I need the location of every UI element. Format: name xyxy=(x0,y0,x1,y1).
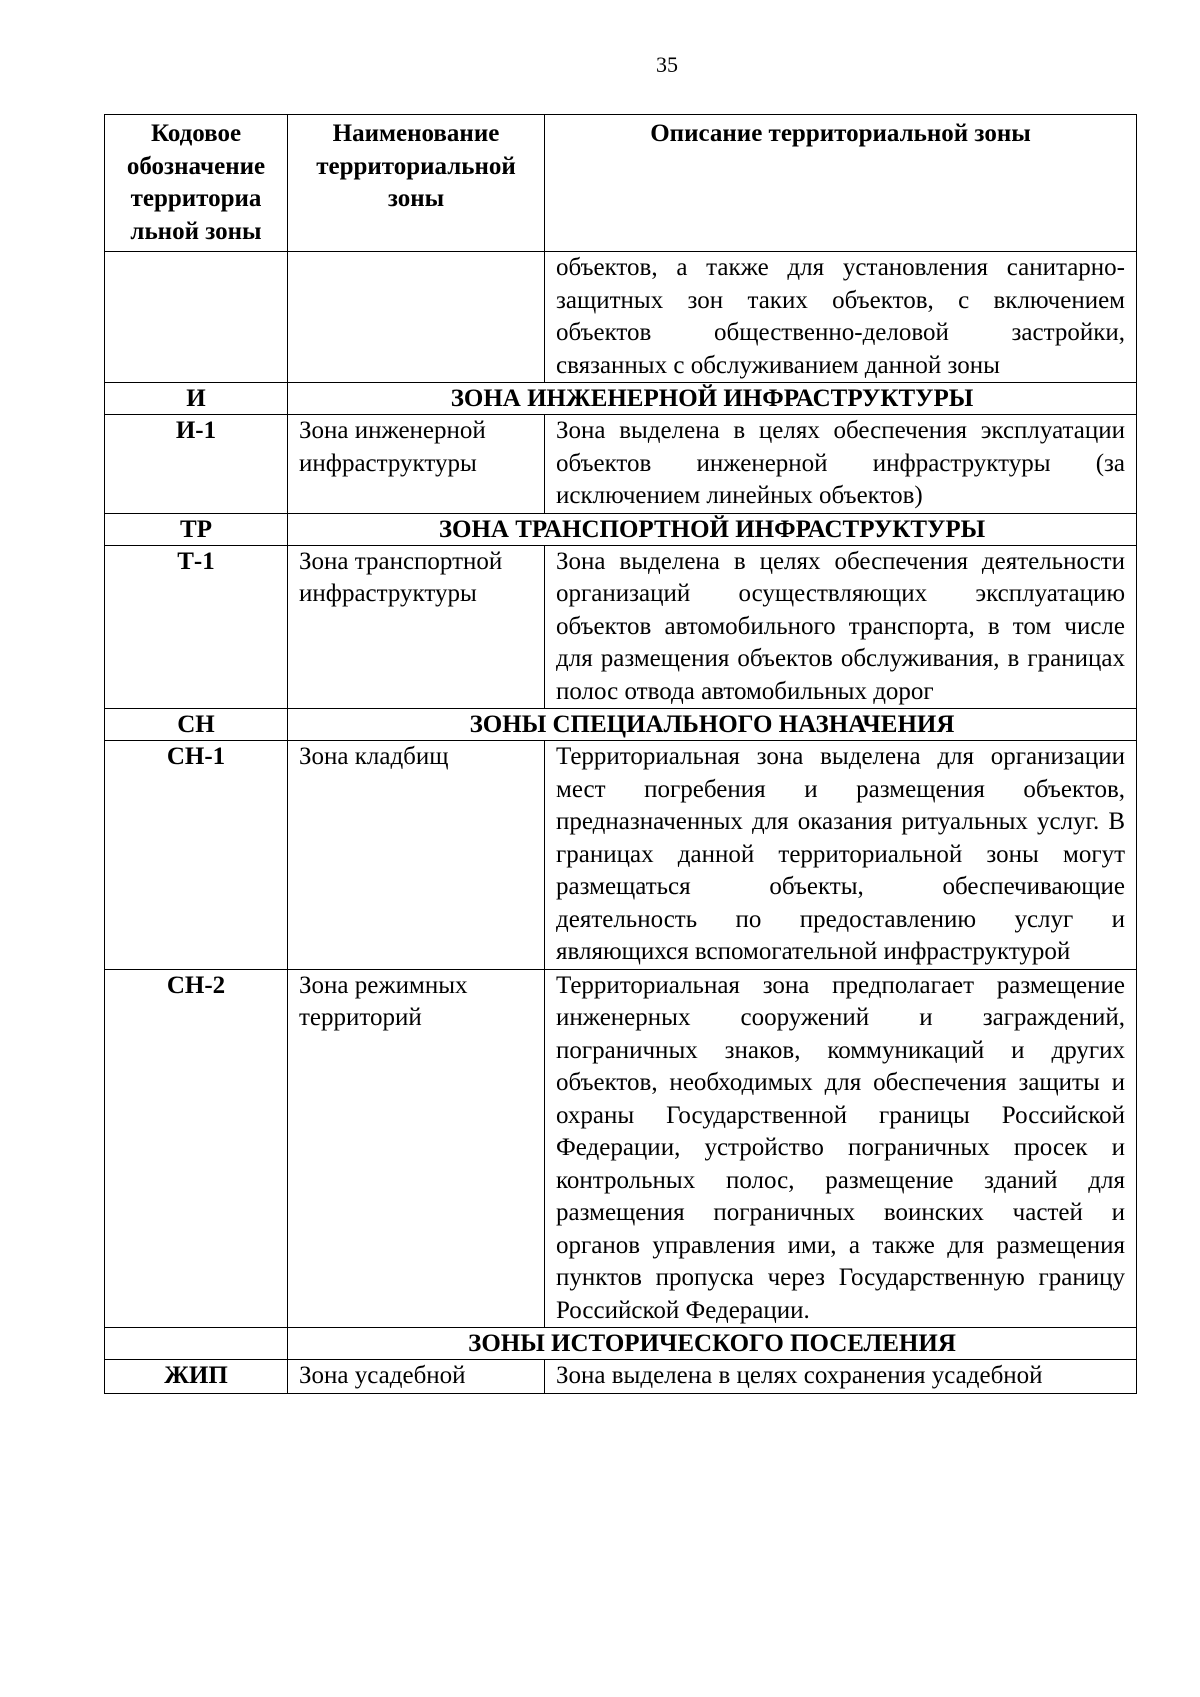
row-name xyxy=(288,252,545,383)
table-row xyxy=(105,969,1137,1328)
table-header-row xyxy=(105,115,1137,252)
table-row xyxy=(105,252,1137,383)
row-name: Зона усадебной xyxy=(288,1360,545,1394)
zones-table xyxy=(104,114,1137,1394)
row-name: Зона режимных территорий xyxy=(288,969,545,1328)
row-code xyxy=(105,252,288,383)
section-row xyxy=(105,709,1137,741)
header-description: Описание территориальной зоны xyxy=(545,115,1137,252)
row-code: И-1 xyxy=(105,415,288,514)
section-row xyxy=(105,1328,1137,1360)
section-row xyxy=(105,513,1137,545)
row-code: ЖИП xyxy=(105,1360,288,1394)
section-title: ЗОНЫ ИСТОРИЧЕСКОГО ПОСЕЛЕНИЯ xyxy=(288,1328,1137,1360)
header-code: Кодовое обозначение территориа льной зоны xyxy=(105,115,288,252)
section-row xyxy=(105,383,1137,415)
row-name: Зона транспортной инфраструктуры xyxy=(288,545,545,709)
row-name: Зона инженерной инфраструктуры xyxy=(288,415,545,514)
page-number: 35 xyxy=(656,52,678,77)
row-description: Зона выделена в целях обеспечения эксплуатации объектов инженерной инфраструктуры (за исключением линейных объектов) xyxy=(545,415,1137,514)
row-code: Т-1 xyxy=(105,545,288,709)
table-row xyxy=(105,415,1137,514)
row-name: Зона кладбищ xyxy=(288,741,545,970)
row-description: Территориальная зона предполагает размещение инженерных сооружений и заграждений, пограничных знаков, коммуникаций и других объектов, необходимых для обеспечения защиты и охраны Государственной границы Российской Федерации, устройство пограничных просек и контрольных полос, размещение зданий для размещения пограничных воинских частей и органов управления ими, а также для размещения пунктов пропуска через Государственную границу Российской Федерации. xyxy=(545,969,1137,1328)
row-description: объектов, а также для установления санитарно-защитных зон таких объектов, с включением объектов общественно-деловой застройки, связанных с обслуживанием данной зоны xyxy=(545,252,1137,383)
row-description: Зона выделена в целях сохранения усадебной xyxy=(545,1360,1137,1394)
row-description: Зона выделена в целях обеспечения деятельности организаций осуществляющих эксплуатацию объектов автомобильного транспорта, в том числе для размещения объектов обслуживания, в границах полос отвода автомобильных дорог xyxy=(545,545,1137,709)
section-code: СН xyxy=(105,709,288,741)
section-code: ТР xyxy=(105,513,288,545)
header-name: Наименование территориальной зоны xyxy=(288,115,545,252)
section-code: И xyxy=(105,383,288,415)
row-code: СН-2 xyxy=(105,969,288,1328)
section-code xyxy=(105,1328,288,1360)
table-row xyxy=(105,741,1137,970)
section-title: ЗОНА ИНЖЕНЕРНОЙ ИНФРАСТРУКТУРЫ xyxy=(288,383,1137,415)
row-description: Территориальная зона выделена для организации мест погребения и размещения объектов, предназначенных для оказания ритуальных услуг. В границах данной территориальной зоны могут размещаться объекты, обеспечивающие деятельность по предоставлению услуг и являющихся вспомогательной инфраструктурой xyxy=(545,741,1137,970)
row-code: СН-1 xyxy=(105,741,288,970)
section-title: ЗОНЫ СПЕЦИАЛЬНОГО НАЗНАЧЕНИЯ xyxy=(288,709,1137,741)
table-row xyxy=(105,1360,1137,1394)
section-title: ЗОНА ТРАНСПОРТНОЙ ИНФРАСТРУКТУРЫ xyxy=(288,513,1137,545)
table-row xyxy=(105,545,1137,709)
